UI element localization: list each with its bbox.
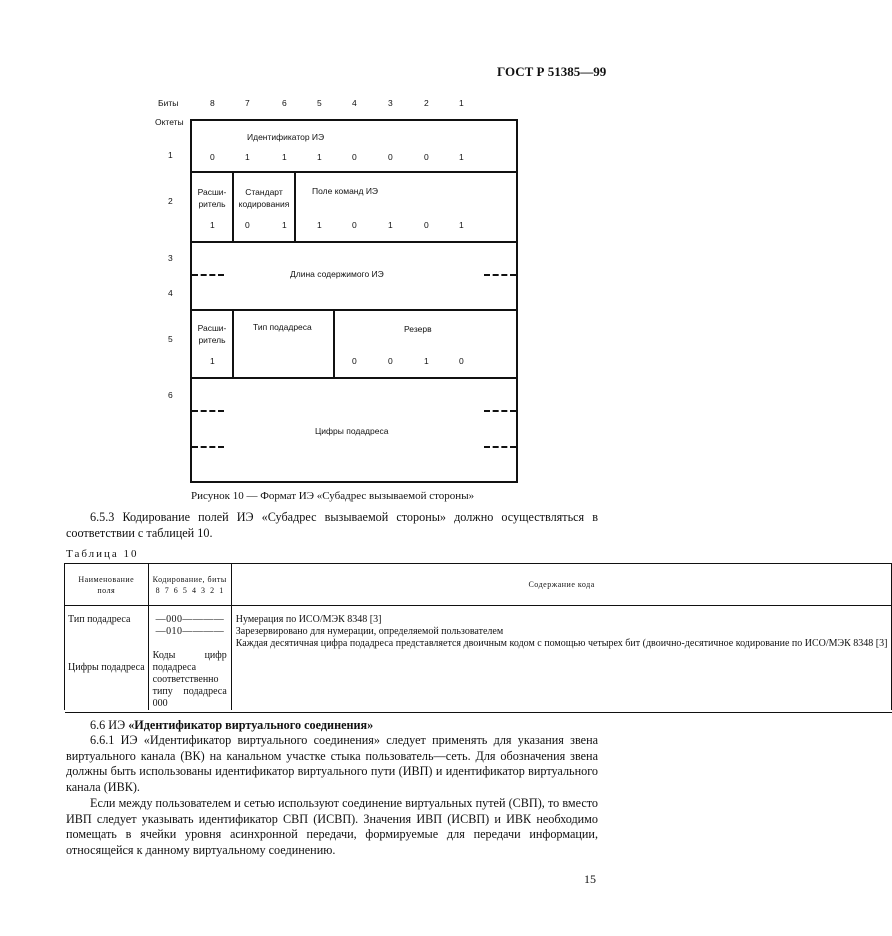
octets-label: Октеты	[155, 117, 184, 127]
bit-number: 6	[173, 585, 179, 595]
paragraph-6-6-1: 6.6.1 ИЭ «Идентификатор виртуального соединения» следует применять для указания звена виртуального канала (ВК) на канальном участке стыка пользователь—сеть. Для обозначения звена должны быть использованы идентификатор виртуального пути (ИВП) и идентификатор виртуального канала (ИВК).	[66, 733, 598, 794]
bit-number: 3	[201, 585, 206, 595]
header-content: Содержание кода	[231, 564, 892, 606]
bit-value: 1	[388, 220, 393, 230]
bit-value: 0	[388, 152, 393, 162]
bit-value: 1	[282, 152, 287, 162]
paragraph-6-5-3: 6.5.3 Кодирование полей ИЭ «Субадрес вызываемой стороны» должно осуществляться в соответствии с таблицей 10.	[66, 510, 598, 540]
content-length-label: Длина содержимого ИЭ	[290, 269, 384, 279]
cell-content: Каждая десятичная цифра подадреса представляется двоичным кодом с помощью четырех бит (двоично-десятичное кодирование по ИСО/МЭК 8348 [3]	[235, 638, 888, 649]
bit-value: 1	[282, 220, 287, 230]
octet-number: 1	[168, 150, 173, 160]
command-field-label: Поле команд ИЭ	[312, 186, 379, 196]
paragraph-svp: Если между пользователем и сетью используют соединение виртуальных путей (СВП), то вместо ИВП следует указывать идентификатор СВП (ИСВП). Значения ИВП (ИСВП) и ИВК необходимо помещать в ячейки уровня асинхронной передачи, формируемые для передачи информации, относящейся к данному виртуальному соединению.	[66, 796, 598, 857]
bit-value: 1	[210, 356, 215, 366]
octet-number: 4	[168, 288, 173, 298]
header-coding-label: Кодирование, биты	[152, 574, 227, 584]
cell-name: Цифры подадреса	[68, 662, 145, 673]
table-row	[231, 606, 892, 711]
octet-number: 3	[168, 253, 173, 263]
bit-number: 5	[182, 585, 188, 595]
bit-value: 1	[459, 152, 464, 162]
reserve-label: Резерв	[404, 324, 432, 334]
bit-number: 5	[317, 98, 322, 108]
bit-value: 1	[245, 152, 250, 162]
cell-coding: Коды цифр подадреса соответственно типу подадреса 000	[152, 650, 227, 709]
table-row	[65, 606, 149, 711]
bit-number: 6	[282, 98, 287, 108]
bit-number: 4	[191, 585, 197, 595]
bit-number: 8	[155, 585, 161, 595]
bit-number: 7	[164, 585, 170, 595]
bit-number: 2	[210, 585, 215, 595]
table-row: — 0 0 0 — — — — — 0 1 0 — — — — Коды цифр подадреса соответственно типу подадреса 000	[148, 606, 231, 711]
page-number: 15	[584, 872, 596, 886]
octet-number: 5	[168, 334, 173, 344]
figure-caption: Рисунок 10 — Формат ИЭ «Субадрес вызываемой стороны»	[191, 490, 475, 502]
header-coding	[148, 564, 231, 606]
section-6-6-heading: 6.6 ИЭ «Идентификатор виртуального соединения»	[90, 718, 374, 732]
header-field-name: Наименование поля	[65, 564, 149, 606]
extension-label: Расши- ритель	[197, 187, 227, 209]
cell-content: Зарезервировано для нумерации, определяемой пользователем	[235, 626, 504, 637]
coding-standard-label: Стандарт кодирования	[238, 187, 290, 209]
octet-number: 2	[168, 196, 173, 206]
bit-value: 1	[210, 220, 215, 230]
table-10	[64, 563, 892, 713]
bit-value: 1	[317, 220, 322, 230]
bit-number: 2	[424, 98, 429, 108]
bit-number: 8	[210, 98, 215, 108]
bits-label: Биты	[158, 98, 179, 108]
octet-number: 6	[168, 390, 173, 400]
bit-value: 0	[459, 356, 464, 366]
header-standard-number: ГОСТ Р 51385—99	[497, 64, 607, 79]
subaddress-type-label: Тип подадреса	[253, 322, 312, 332]
bit-value: 0	[245, 220, 250, 230]
bit-value: 0	[424, 152, 429, 162]
bit-number: 3	[388, 98, 393, 108]
cell-content: Нумерация по ИСО/МЭК 8348 [3]	[235, 614, 382, 625]
subaddress-digits-label: Цифры подадреса	[315, 426, 389, 436]
bit-value: 1	[459, 220, 464, 230]
cell-name: Тип подадреса	[68, 614, 131, 625]
bit-number: 7	[245, 98, 250, 108]
bit-number: 1	[459, 98, 464, 108]
bit-value: 0	[352, 356, 357, 366]
bit-value: 0	[210, 152, 215, 162]
bit-value: 0	[352, 220, 357, 230]
bit-value: 1	[317, 152, 322, 162]
bit-value: 0	[388, 356, 393, 366]
bit-value: 0	[352, 152, 357, 162]
bit-value: 1	[424, 356, 429, 366]
bit-number: 4	[352, 98, 357, 108]
ie-identifier-label: Идентификатор ИЭ	[247, 132, 325, 142]
bit-number: 1	[219, 585, 224, 595]
table-label: Таблица 10	[66, 548, 139, 560]
bit-value: 0	[424, 220, 429, 230]
extension-label: Расши- ритель	[197, 323, 227, 345]
